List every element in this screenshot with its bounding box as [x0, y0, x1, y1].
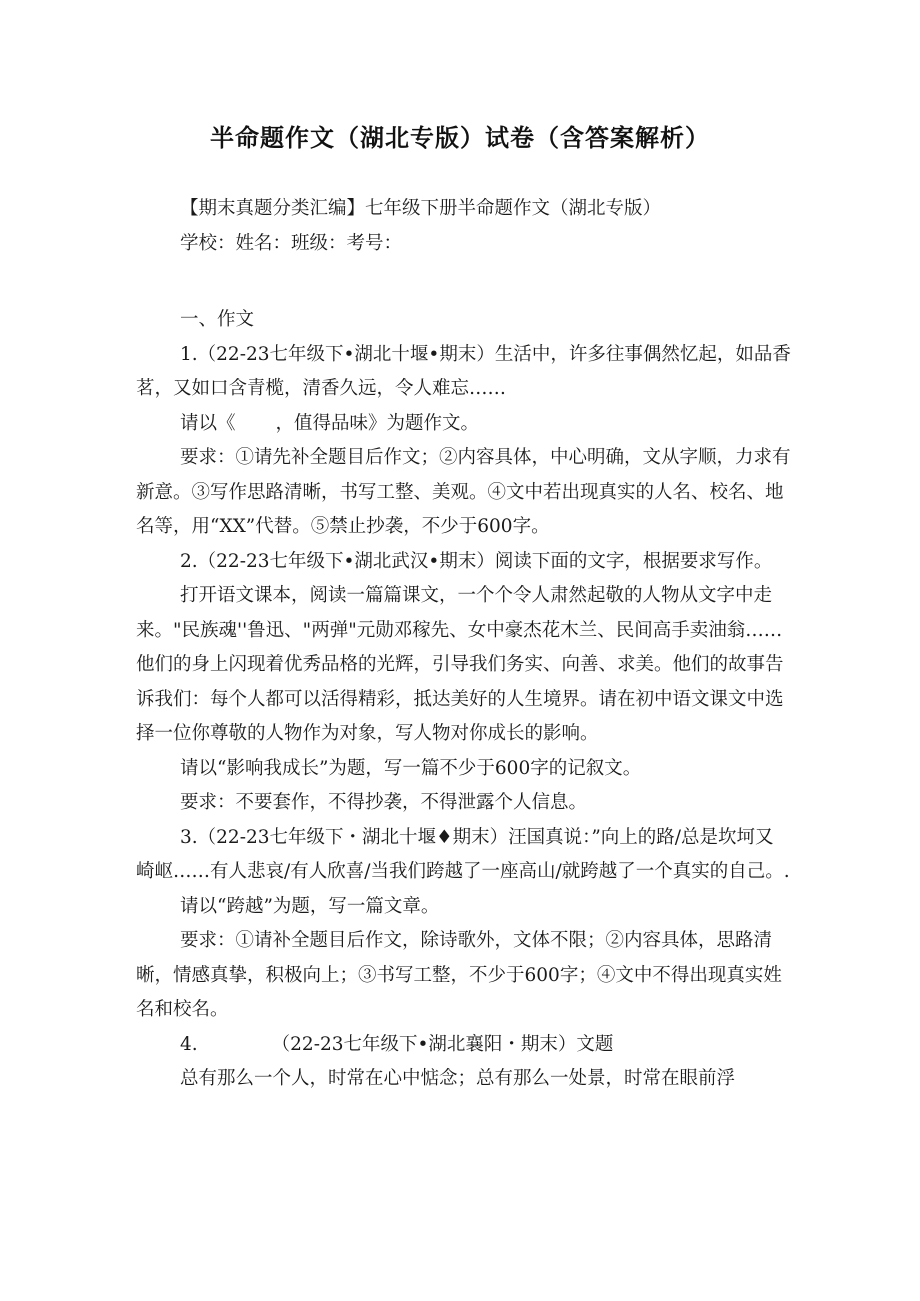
task-prefix: 请以《	[180, 412, 236, 434]
question-4-prompt	[136, 1028, 792, 1063]
question-number: 3.	[180, 826, 198, 848]
document-body	[136, 192, 792, 1097]
question-2-requirements: 要求：不要套作，不得抄袭，不得泄露个人信息。	[180, 792, 588, 813]
question-number: 2.	[180, 550, 198, 572]
task-suffix: ，值得品味》为题作文。	[275, 412, 480, 434]
question-1-prompt	[136, 338, 792, 407]
question-1-task	[136, 407, 792, 442]
question-3-task: 请以“跨越”为题，写一篇文章。	[180, 895, 440, 917]
question-text: （22-23七年级下・湖北十堰♦期末）汪国真说：”向上的路/总是坎坷又崎岖……有人悲哀/有人欣喜/当我们跨越了一座高山/就跨越了一个真实的自己。.	[136, 826, 790, 882]
question-text: （22-23七年级下•湖北襄阳・期末）文题	[271, 1033, 614, 1055]
document-title: 半命题作文（湖北专版）试卷（含答案解析）	[210, 124, 710, 152]
question-text: （22-23七年级下•湖北武汉•期末）阅读下面的文字，根据要求写作。	[197, 550, 773, 572]
question-number: 4.	[180, 1033, 198, 1055]
question-1-requirements: 要求：①请先补全题目后作文；②内容具体，中心明确，文从字顺，力求有新意。③写作思路清晰，书写工整、美观。④文中若出现真实的人名、校名、地名等，用“XX”代替。⑤禁止抄袭，不少于600字。	[136, 447, 791, 537]
section-heading: 一、作文	[180, 309, 255, 330]
question-number: 1.	[180, 343, 198, 365]
question-4-material: 总有那么一个人，时常在心中惦念；总有那么一处景，时常在眼前浮	[180, 1068, 736, 1089]
question-3-prompt	[136, 821, 792, 890]
question-2-prompt	[136, 545, 792, 580]
question-3-requirements: 要求：①请补全题目后作文，除诗歌外，文体不限；②内容具体，思路清晰，情感真挚，积极向上；③书写工整，不少于600字；④文中不得出现真实姓名和校名。	[136, 930, 782, 1020]
question-2-material: 打开语文课本，阅读一篇篇课文，一个个令人肃然起敬的人物从文字中走来。"民族魂''鲁迅、"两弹"元勋邓稼先、女中豪杰花木兰、民间高手卖油翁……他们的身上闪现着优秀品格的光辉，引导我们务实、向善、求美。他们的故事告诉我们：每个人都可以活得精彩，抵达美好的人生境界。请在初中语文课文中选择一位你尊敬的人物作为对象，写人物对你成长的影响。	[136, 585, 784, 744]
student-info-line: 学校：姓名：班级：考号：	[180, 232, 403, 254]
document-subtitle: 【期末真题分类汇编】七年级下册半命题作文（湖北专版）	[180, 198, 662, 219]
question-text: （22-23七年级下•湖北十堰•期末）生活中，许多往事偶然忆起，如品香茗，又如口含青榄，清香久远，令人难忘……	[136, 343, 791, 399]
question-2-task: 请以“影响我成长”为题，写一篇不少于600字的记叙文。	[180, 757, 642, 779]
